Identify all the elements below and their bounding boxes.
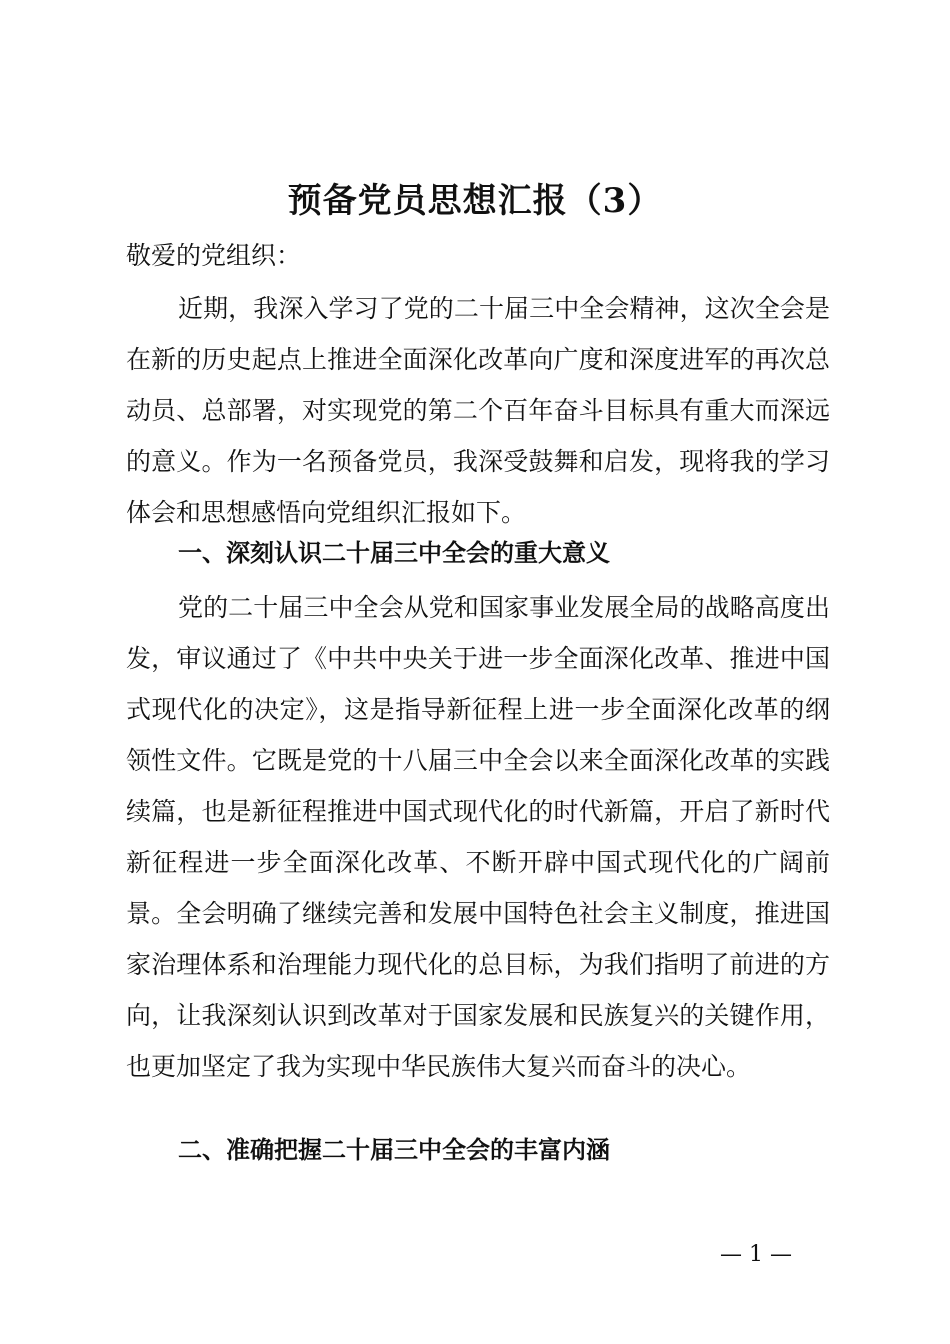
section-heading-1: 一、深刻认识二十届三中全会的重大意义	[178, 539, 610, 567]
page-number: — 1 —	[720, 1242, 792, 1267]
paragraph-intro: 近期，我深入学习了党的二十届三中全会精神，这次全会是在新的历史起点上推进全面深化改革向广度和深度进军的再次总动员、总部署，对实现党的第二个百年奋斗目标具有重大而深远的意义。作为一名预备党员，我深受鼓舞和启发，现将我的学习体会和思想感悟向党组织汇报如下。	[126, 294, 830, 527]
section-heading-2: 二、准确把握二十届三中全会的丰富内涵	[178, 1136, 610, 1164]
salutation: 敬爱的党组织：	[126, 241, 302, 270]
document-title: 预备党员思想汇报（3）	[287, 181, 663, 221]
paragraph-significance: 党的二十届三中全会从党和国家事业发展全局的战略高度出发，审议通过了《中共中央关于进一步全面深化改革、推进中国式现代化的决定》，这是指导新征程上进一步全面深化改革的纲领性文件。它既是党的十八届三中全会以来全面深化改革的实践续篇，也是新征程推进中国式现代化的时代新篇，开启了新时代新征程进一步全面深化改革、不断开辟中国式现代化的广阔前景。全会明确了继续完善和发展中国特色社会主义制度，推进国家治理体系和治理能力现代化的总目标，为我们指明了前进的方向，让我深刻认识到改革对于国家发展和民族复兴的关键作用，也更加坚定了我为实现中华民族伟大复兴而奋斗的决心。	[126, 593, 830, 1081]
